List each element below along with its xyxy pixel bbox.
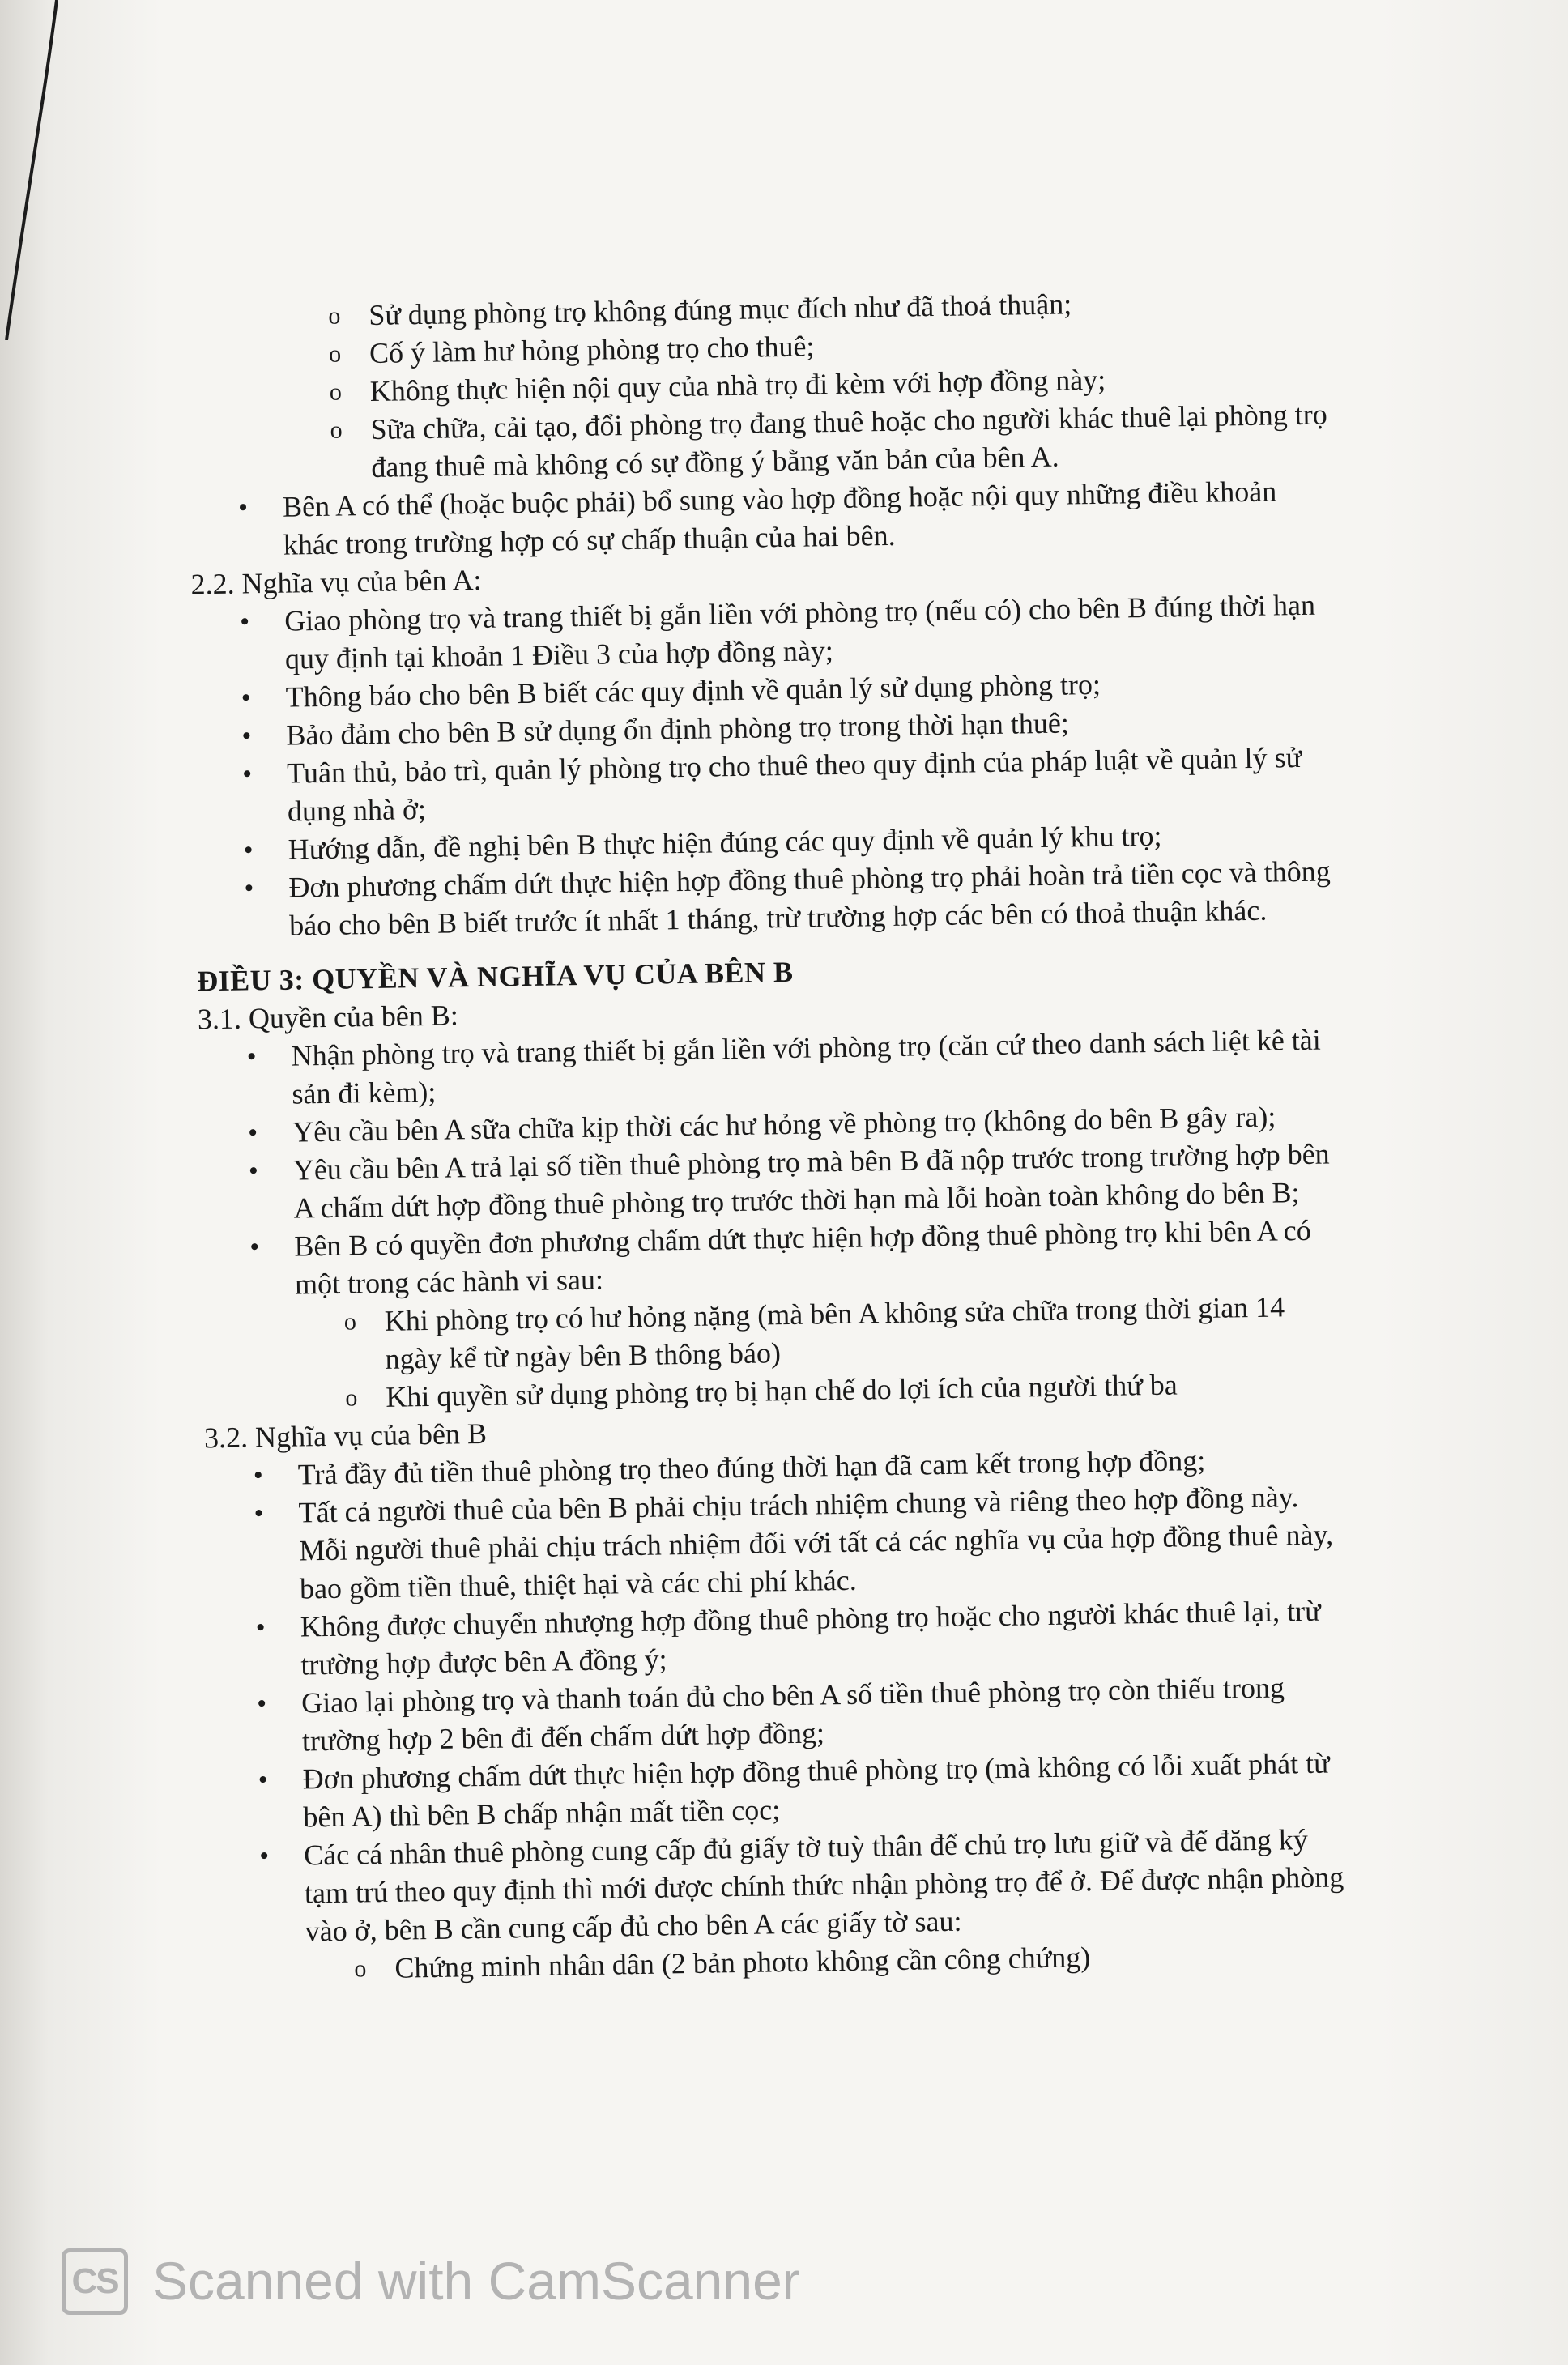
line-text: Giao phòng trọ và trang thiết bị gắn liền với phòng trọ (nếu có) cho bên B đúng thời hạn xyxy=(283,588,1316,637)
bullet-dot-icon: • xyxy=(244,873,254,904)
line-text: Sử dụng phòng trọ không đúng mục đích như đã thoả thuận; xyxy=(369,288,1072,331)
line-text: 2.2. Nghĩa vụ của bên A: xyxy=(190,563,482,601)
line-text: Nhận phòng trọ và trang thiết bị gắn liền với phòng trọ (căn cứ theo danh sách liệt kê tài xyxy=(291,1023,1322,1072)
camscanner-logo-icon: CS xyxy=(62,2248,128,2315)
line-text: quy định tại khoản 1 Điều 3 của hợp đồng này; xyxy=(284,634,834,675)
bullet-circle-icon: o xyxy=(328,302,341,330)
line-text: Cố ý làm hư hỏng phòng trọ cho thuê; xyxy=(369,330,815,369)
line-text: Đơn phương chấm dứt thực hiện hợp đồng thuê phòng trọ (mà không có lỗi xuất phát từ xyxy=(302,1746,1330,1796)
line-text: trường hợp được bên A đồng ý; xyxy=(300,1643,667,1681)
line-text: Khi quyền sử dụng phòng trọ bị hạn chế do lợi ích của người thứ ba xyxy=(386,1368,1178,1413)
line-text: Tất cả người thuê của bên B phải chịu trách nhiệm chung và riêng theo hợp đồng này. xyxy=(298,1481,1299,1529)
line-text: Khi phòng trọ có hư hỏng nặng (mà bên A không sửa chữa trong thời gian 14 xyxy=(384,1290,1285,1337)
document-body xyxy=(162,280,1404,1990)
line-text: đang thuê mà không có sự đồng ý bằng văn bản của bên A. xyxy=(370,440,1059,484)
line-text: Bên B có quyền đơn phương chấm dứt thực hiện hợp đồng thuê phòng trọ khi bên A có xyxy=(294,1213,1312,1263)
line-text: Thông báo cho bên B biết các quy định về quản lý sử dụng phòng trọ; xyxy=(285,667,1101,714)
line-text: tạm trú theo quy định thì mới được chính thức nhận phòng trọ để ở. Để được nhận phòng xyxy=(304,1860,1344,1910)
bullet-dot-icon: • xyxy=(241,721,252,752)
bullet-circle-icon: o xyxy=(343,1308,357,1336)
line-text: Hướng dẫn, đề nghị bên B thực hiện đúng các quy định về quản lý khu trọ; xyxy=(288,819,1162,866)
line-text: bên A) thì bên B chấp nhận mất tiền cọc; xyxy=(303,1793,781,1834)
bullet-circle-icon: o xyxy=(328,340,342,368)
line-text: Trả đầy đủ tiền thuê phòng trọ theo đúng thời hạn đã cam kết trong hợp đồng; xyxy=(297,1443,1206,1491)
bullet-dot-icon: • xyxy=(256,1689,267,1719)
line-text: Không được chuyển nhượng hợp đồng thuê phòng trọ hoặc cho người khác thuê lại, trừ xyxy=(300,1594,1321,1643)
line-text: một trong các hành vi sau: xyxy=(294,1263,604,1301)
bullet-circle-icon: o xyxy=(354,1955,367,1983)
bullet-dot-icon: • xyxy=(241,759,253,790)
line-text: dụng nhà ở; xyxy=(287,792,427,828)
bullet-dot-icon: • xyxy=(241,683,251,714)
line-text: báo cho bên B biết trước ít nhất 1 tháng, trừ trường hợp các bên có thoả thuận khác. xyxy=(288,893,1268,942)
line-text: Chứng minh nhân dân (2 bản photo không cần công chứng) xyxy=(394,1941,1091,1984)
bullet-dot-icon: • xyxy=(255,1613,266,1643)
bullet-dot-icon: • xyxy=(258,1765,268,1796)
bullet-dot-icon: • xyxy=(239,607,250,637)
line-text: Sữa chữa, cải tạo, đổi phòng trọ đang thuê hoặc cho người khác thuê lại phòng trọ xyxy=(370,398,1327,445)
line-text: trường hợp 2 bên đi đến chấm dứt hợp đồng; xyxy=(301,1716,825,1758)
bullet-circle-icon: o xyxy=(330,416,343,444)
line-text: Tuân thủ, bảo trì, quản lý phòng trọ cho thuê theo quy định của pháp luật về quản lý sử xyxy=(286,740,1302,790)
line-text: Yêu cầu bên A sữa chữa kịp thời các hư hỏng về phòng trọ (không do bên B gây ra); xyxy=(292,1100,1276,1148)
bullet-dot-icon: • xyxy=(254,1498,264,1529)
line-text: Bên A có thể (hoặc buộc phải) bổ sung vào hợp đồng hoặc nội quy những điều khoản xyxy=(282,475,1277,523)
camscanner-watermark xyxy=(62,2244,839,2316)
bullet-circle-icon: o xyxy=(345,1384,358,1412)
line-text: A chấm dứt hợp đồng thuê phòng trọ trước thời hạn mà lỗi hoàn toàn không do bên B; xyxy=(293,1176,1300,1225)
line-text: Bảo đảm cho bên B sử dụng ổn định phòng trọ trong thời hạn thuê; xyxy=(286,706,1070,752)
line-text: sản đi kèm); xyxy=(292,1075,437,1110)
line-text: khác trong trường hợp có sự chấp thuận của hai bên. xyxy=(283,518,896,561)
line-text: 3.2. Nghĩa vụ của bên B xyxy=(203,1417,488,1455)
bullet-dot-icon: • xyxy=(246,1042,257,1072)
line-text: Yêu cầu bên A trả lại số tiền thuê phòng trọ mà bên B đã nộp trước trong trường hợp bên xyxy=(292,1137,1330,1187)
bullet-dot-icon: • xyxy=(249,1232,260,1263)
line-text: ĐIỀU 3: QUYỀN VÀ NGHĨA VỤ CỦA BÊN B xyxy=(196,955,794,998)
line-text: Các cá nhân thuê phòng cung cấp đủ giấy tờ tuỳ thân để chủ trọ lưu giữ và để đăng ký xyxy=(303,1823,1309,1872)
binding-edge-line xyxy=(0,0,73,340)
bullet-dot-icon: • xyxy=(248,1156,259,1187)
bullet-dot-icon: • xyxy=(253,1460,264,1491)
line-text: ngày kể từ ngày bên B thông báo) xyxy=(385,1336,782,1375)
line-text: Đơn phương chấm dứt thực hiện hợp đồng thuê phòng trọ phải hoàn trả tiền cọc và thông xyxy=(288,854,1331,904)
bullet-dot-icon: • xyxy=(258,1841,270,1872)
line-text: Mỗi người thuê phải chịu trách nhiệm đối với tất cả các nghĩa vụ của hợp đồng thuê này, xyxy=(298,1518,1334,1567)
line-text: Giao lại phòng trọ và thanh toán đủ cho bên A số tiền thuê phòng trọ còn thiếu trong xyxy=(300,1671,1285,1719)
bullet-dot-icon: • xyxy=(243,835,254,866)
bullet-dot-icon: • xyxy=(247,1118,258,1148)
line-text: bao gồm tiền thuê, thiệt hại và các chi phí khác. xyxy=(299,1563,858,1605)
line-text: Không thực hiện nội quy của nhà trọ đi kèm với hợp đồng này; xyxy=(369,363,1106,407)
bullet-dot-icon: • xyxy=(237,492,249,523)
line-text: 3.1. Quyền của bên B: xyxy=(197,999,459,1036)
line-text: vào ở, bên B cần cung cấp đủ cho bên A các giấy tờ sau: xyxy=(305,1904,962,1948)
bullet-circle-icon: o xyxy=(329,378,343,406)
watermark-label: Scanned with CamScanner xyxy=(152,2251,800,2311)
